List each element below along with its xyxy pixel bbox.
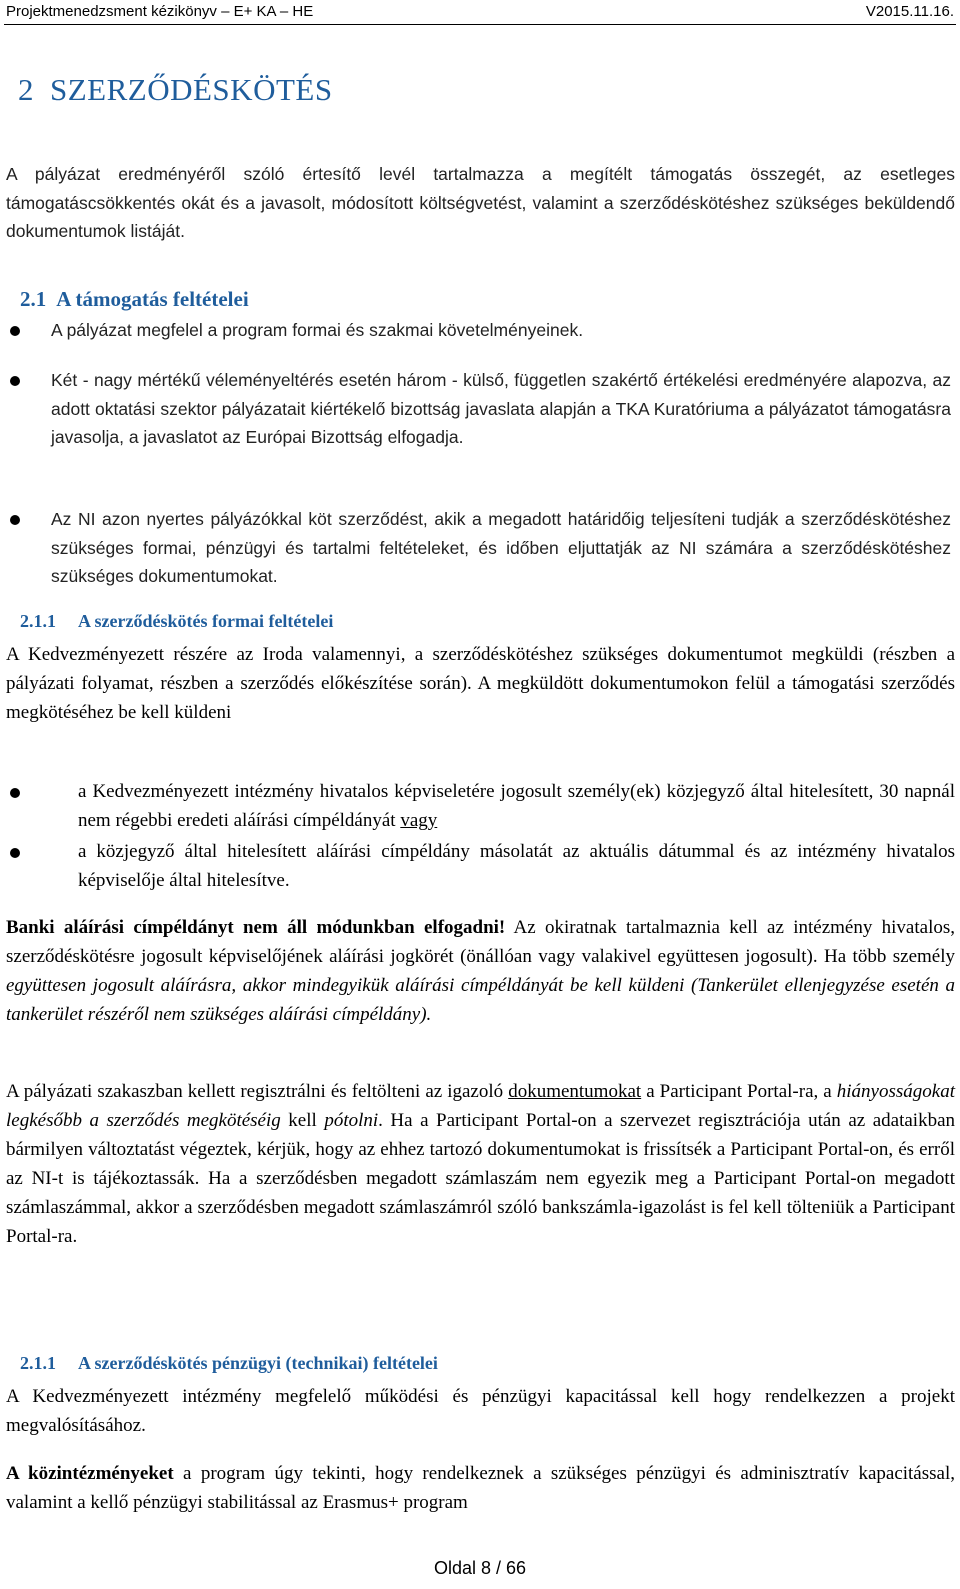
section-number: 2.1 <box>20 287 47 311</box>
portal-text: a Participant Portal-ra, a <box>641 1081 837 1102</box>
formal-item-text: a Kedvezményezett intézmény hivatalos képviseletére jogosult személy(ek) közjegyző által hitelesített, 30 napnál nem régebbi eredeti aláírási címpéldányát <box>78 781 955 831</box>
bullet-dot <box>10 515 20 525</box>
bullet-dot <box>10 848 20 858</box>
page-header <box>0 0 960 26</box>
public-text: a program úgy tekinti, hogy rendelkeznek a szükséges pénzügyi és adminisztratív kapacitással, valamint a kellő pénzügyi stabilitással az Erasmus+ program <box>6 1463 955 1513</box>
public-institutions-paragraph <box>6 1459 955 1517</box>
portal-underlined: dokumentumokat <box>508 1081 642 1102</box>
bank-italic: együttesen jogosult aláírásra, akkor mindegyikük aláírási címpéldányát be kell küldeni (Tankerület ellenjegyzése esetén a tankerület részéről nem szükséges aláírási címpéldány). <box>6 975 955 1025</box>
subsection-number: 2.1.1 <box>20 611 56 631</box>
page-number: Oldal 8 / 66 <box>433 1558 527 1578</box>
chapter-title: SZERZŐDÉSKÖTÉS <box>50 72 333 107</box>
chapter-heading <box>18 72 333 108</box>
formal-paragraph: A Kedvezményezett részére az Iroda valamennyi, a szerződéskötéshez szükséges dokumentumot megküldi (részben a pályázati folyamat, részben a szerződés előkészítése során). A megküldött dokumentumokon felül a támogatási szerződés megkötéséhez be kell küldeni <box>6 644 955 723</box>
portal-paragraph <box>6 1077 955 1251</box>
formal-item <box>78 777 955 835</box>
bullet-dot <box>10 326 20 336</box>
formal-item-underlined: vagy <box>400 810 438 831</box>
subsection-title: A szerződéskötés pénzügyi (technikai) feltételei <box>78 1353 438 1373</box>
chapter-number: 2 <box>18 72 34 107</box>
header-title: Projektmenedzsment kézikönyv – E+ KA – HE <box>6 3 314 20</box>
portal-italic: hiányosságokat legkésőbb a szerződés megkötéséig <box>6 1081 955 1131</box>
bank-text: Az okiratnak tartalmaznia kell az intézmény hivatalos, szerződéskötésre jogosult képviselőjének aláírási jogkörét (önállóan vagy valakivel együttesen jogosult). Ha több személy <box>6 917 955 967</box>
intro-paragraph: A pályázat eredményéről szóló értesítő levél tartalmazza a megítélt támogatás összegét, az esetleges támogatáscsökkentés okát és a javasolt, módosított költségvetést, valamint a szerződéskötéshez szükséges beküldendő dokumentumok listáját. <box>6 164 955 241</box>
condition-item: Két - nagy mértékű véleményeltérés esetén három - külső, független szakértő értékelési eredményére alapozva, az adott oktatási szektor pályázatait kiértékelő bizottság javaslata alapján a TKA Kuratóriuma a pályázatot támogatásra javasolja, a javaslatot az Európai Bizottság elfogadja. <box>51 370 951 447</box>
header-version: V2015.11.16. <box>865 3 954 20</box>
subsection-heading-formal <box>20 611 333 632</box>
portal-text: A pályázati szakaszban kellett regisztrálni és feltölteni az igazoló <box>6 1081 509 1102</box>
section-heading <box>20 287 249 312</box>
finance-paragraph: A Kedvezményezett intézmény megfelelő működési és pénzügyi kapacitással kell hogy rendelkezzen a projekt megvalósításához. <box>6 1386 955 1436</box>
condition-item: Az NI azon nyertes pályázókkal köt szerződést, akik a megadott határidőig teljesíteni tudják a szerződéskötéshez szükséges formai, pénzügyi és tartalmi feltételeket, és időben eljuttatják az NI számára a szerződéskötéshez szükséges dokumentumokat. <box>51 509 951 586</box>
bank-paragraph <box>6 913 955 1029</box>
bullet-dot <box>10 788 20 798</box>
subsection-number: 2.1.1 <box>20 1353 56 1373</box>
condition-item: A pályázat megfelel a program formai és szakmai követelményeinek. <box>51 320 584 340</box>
public-bold: A közintézményeket <box>6 1463 174 1484</box>
subsection-title: A szerződéskötés formai feltételei <box>78 611 334 631</box>
bank-warning: Banki aláírási címpéldányt nem áll módunkban elfogadni! <box>6 917 506 938</box>
subsection-heading-finance <box>20 1353 438 1374</box>
header-rule <box>4 24 956 25</box>
section-title: A támogatás feltételei <box>56 287 249 311</box>
bullet-dot <box>10 376 20 386</box>
portal-italic: pótolni <box>324 1110 379 1131</box>
portal-text: . Ha a Participant Portal-on a szervezet regisztrációja után az adataikban bármilyen változtatást végeztek, kérjük, hogy az ehhez tartozó dokumentumokat is frissítsék a Participant Portal-on, és erről az NI-t is tájékoztassák. Ha a szerződésben megadott számlaszám nem egyezik meg a Participant Portal-on megadott számlaszámmal, akkor a szerződésben megadott számlaszámról szóló bankszámla-igazolást is fel kell tölteniük a Participant Portal-ra. <box>6 1110 955 1247</box>
portal-text: kell <box>280 1110 325 1131</box>
formal-item: a közjegyző által hitelesített aláírási címpéldány másolatát az aktuális dátummal és az intézmény hivatalos képviselője által hitelesítve. <box>78 841 955 891</box>
